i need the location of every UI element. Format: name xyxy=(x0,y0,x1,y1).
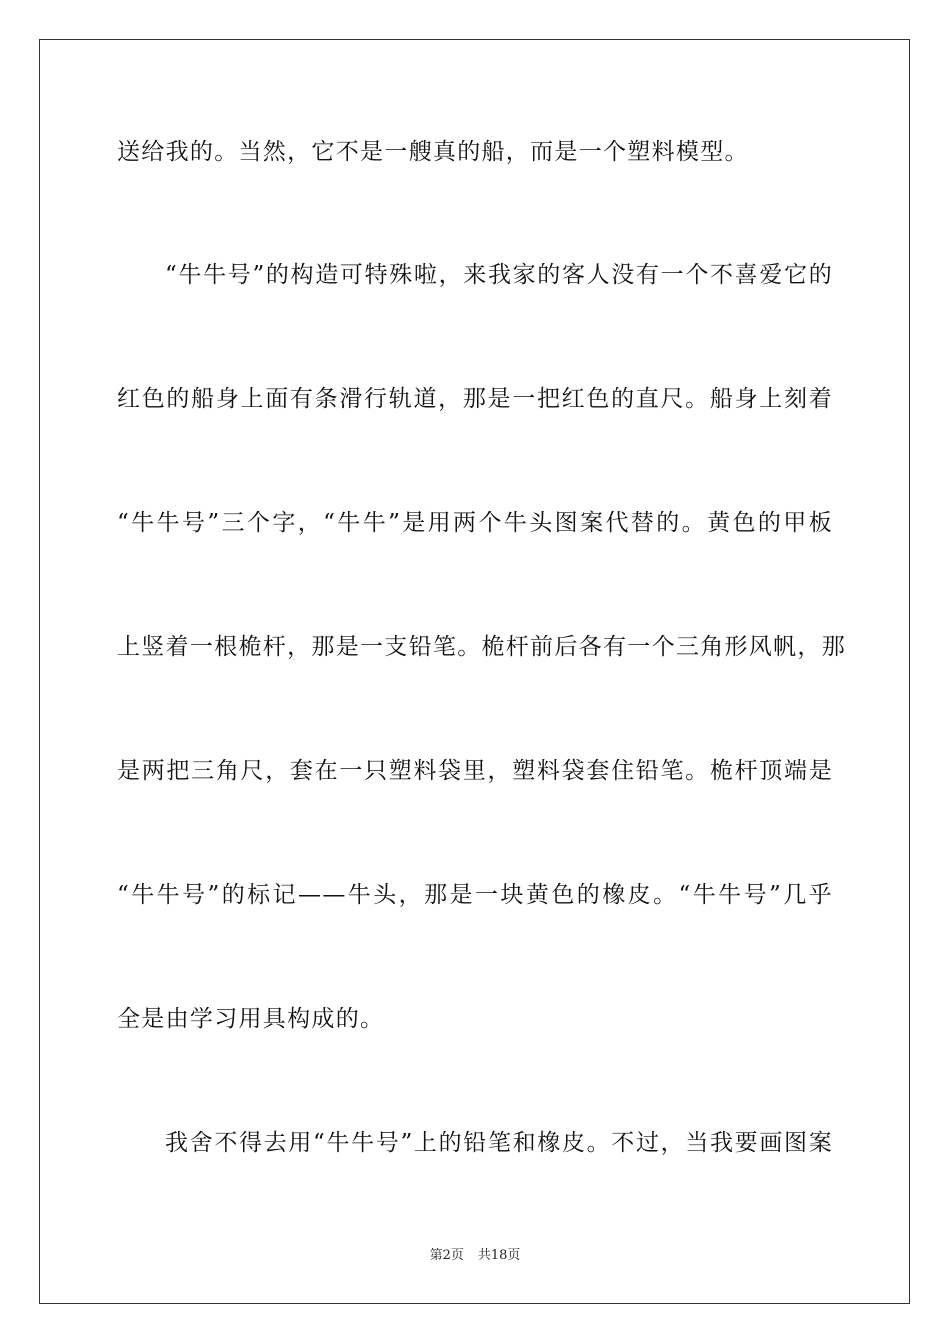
page-footer xyxy=(0,1247,950,1265)
text-line-7: “牛牛号”的标记——牛头，那是一块黄色的橡皮。“牛牛号”几乎 xyxy=(117,882,833,908)
text-line-9: 我舍不得去用“牛牛号”上的铅笔和橡皮。不过，当我要画图案 xyxy=(165,1130,833,1156)
text-line-3: 红色的船身上面有条滑行轨道，那是一把红色的直尺。船身上刻着 xyxy=(117,386,833,412)
page-number: 第2页 xyxy=(429,1248,464,1263)
text-line-4: “牛牛号”三个字，“牛牛”是用两个牛头图案代替的。黄色的甲板 xyxy=(117,510,833,536)
text-line-5: 上竖着一根桅杆，那是一支铅笔。桅杆前后各有一个三角形风帆，那 xyxy=(117,634,846,660)
text-line-1: 送给我的。当然，它不是一艘真的船，而是一个塑料模型。 xyxy=(117,139,749,165)
page-border xyxy=(39,39,910,1304)
page-total: 共18页 xyxy=(477,1248,521,1263)
text-line-6: 是两把三角尺，套在一只塑料袋里，塑料袋套住铅笔。桅杆顶端是 xyxy=(117,758,833,784)
text-line-2: “牛牛号”的构造可特殊啦，来我家的客人没有一个不喜爱它的 xyxy=(165,262,833,288)
text-line-8: 全是由学习用具构成的。 xyxy=(117,1006,385,1032)
